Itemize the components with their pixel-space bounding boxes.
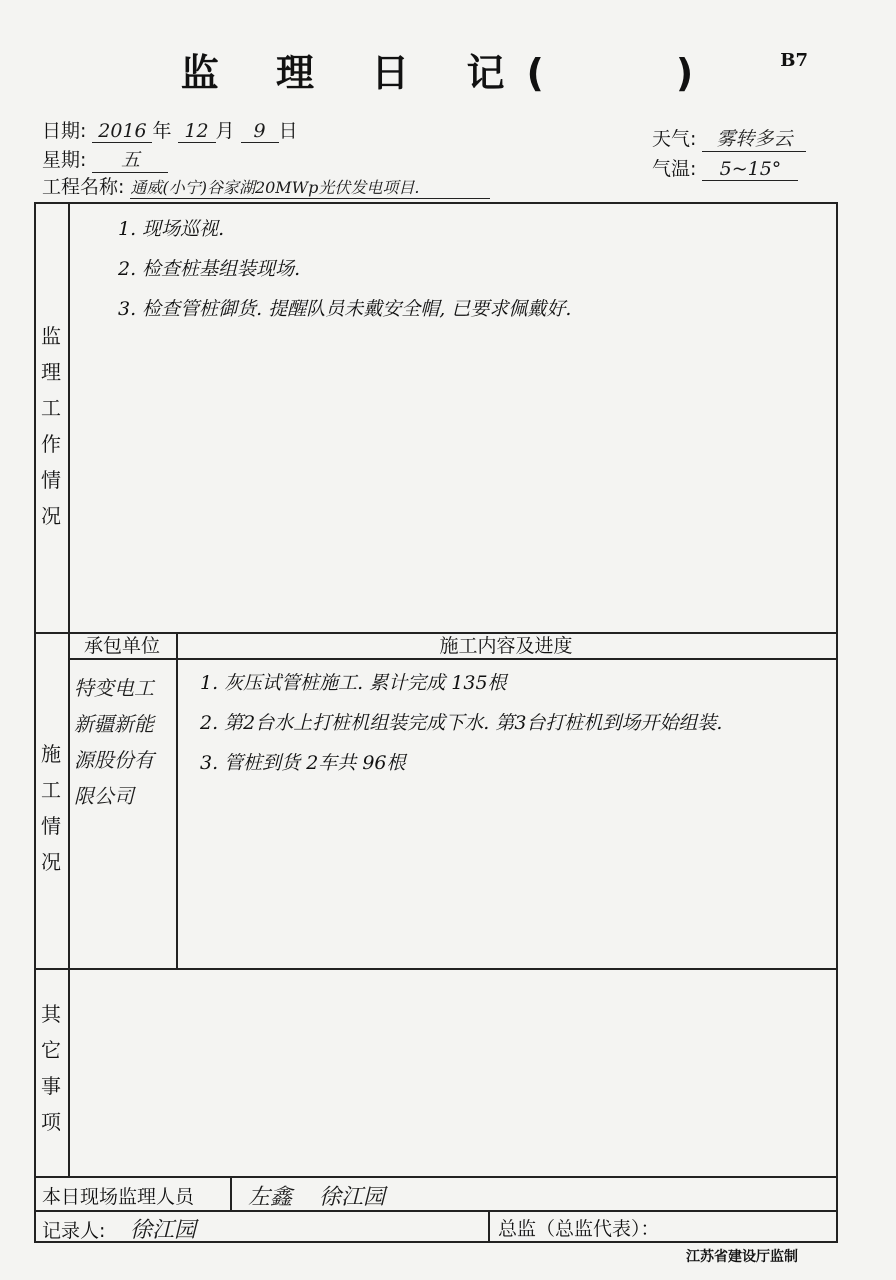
supervision-item: 1. 现场巡视. [118,218,225,240]
supervision-label: 监理工作情况 [41,324,61,528]
title-text: 监 理 日 记( [180,51,566,95]
temperature-value: 5~15° [702,158,798,181]
construction-header-divider [68,658,838,660]
recorder-label: 记录人: [42,1220,106,1242]
date-label: 日期: [42,120,87,142]
weather-row [652,124,806,152]
staff-row-divider [230,1176,232,1210]
other-matters-label: 其它事项 [41,1002,61,1134]
form-code: B7 [780,50,808,71]
construction-item: 2. 第2台水上打桩机组装完成下水. 第3台打桩机到场开始组装. [200,712,723,734]
date-month-unit: 月 [215,120,235,142]
project-value: 通威(小宁)谷家湖20MWp光伏发电项目. [130,175,490,199]
supervision-item: 2. 检查桩基组装现场. [118,258,301,280]
table-top-border [34,202,838,204]
weekday-label: 星期: [42,149,87,171]
temperature-row [652,154,798,181]
weather-value: 雾转多云 [702,124,806,152]
construction-item: 3. 管桩到货 2车共 96根 [200,752,406,774]
recorder-value: 徐江园 [130,1218,197,1243]
date-day-unit: 日 [278,120,298,142]
title-close: ) [675,51,716,95]
project-label: 工程名称: [42,176,125,198]
contractor-column-header: 承包单位 [83,635,160,657]
divider-after-construction [34,968,838,970]
content-column-header: 施工内容及进度 [439,635,573,657]
date-day: 9 [241,120,279,143]
construction-item: 1. 灰压试管桩施工. 累计完成 135根 [200,672,507,694]
project-row [42,172,490,199]
construction-items [200,668,722,788]
table-right-border [836,202,838,1242]
divider-after-other [34,1176,838,1178]
recorder-row-divider [488,1210,490,1242]
contractor-name: 特变电工新疆新能源股份有限公司 [74,676,154,808]
divider-after-staff [34,1210,838,1212]
date-year: 2016 [92,120,152,143]
chief-label: 总监（总监代表）： [498,1218,660,1240]
weekday-value: 五 [92,145,168,173]
temperature-label: 气温: [652,158,697,180]
supervision-item: 3. 检查管桩御货. 提醒队员未戴安全帽, 已要求佩戴好. [118,298,572,320]
page-title [0,42,896,97]
weekday-row [42,145,168,173]
staff-label: 本日现场监理人员 [42,1186,195,1208]
date-year-unit: 年 [152,120,172,142]
supervision-items [118,214,571,334]
issuer-footer: 江苏省建设厅监制 [686,1249,798,1265]
weather-label: 天气: [652,128,697,150]
contractor-column-divider [176,632,178,970]
staff-value: 左鑫 徐江园 [248,1185,385,1210]
construction-label: 施工情况 [41,742,61,874]
date-month: 12 [178,120,216,143]
date-row [42,116,298,143]
